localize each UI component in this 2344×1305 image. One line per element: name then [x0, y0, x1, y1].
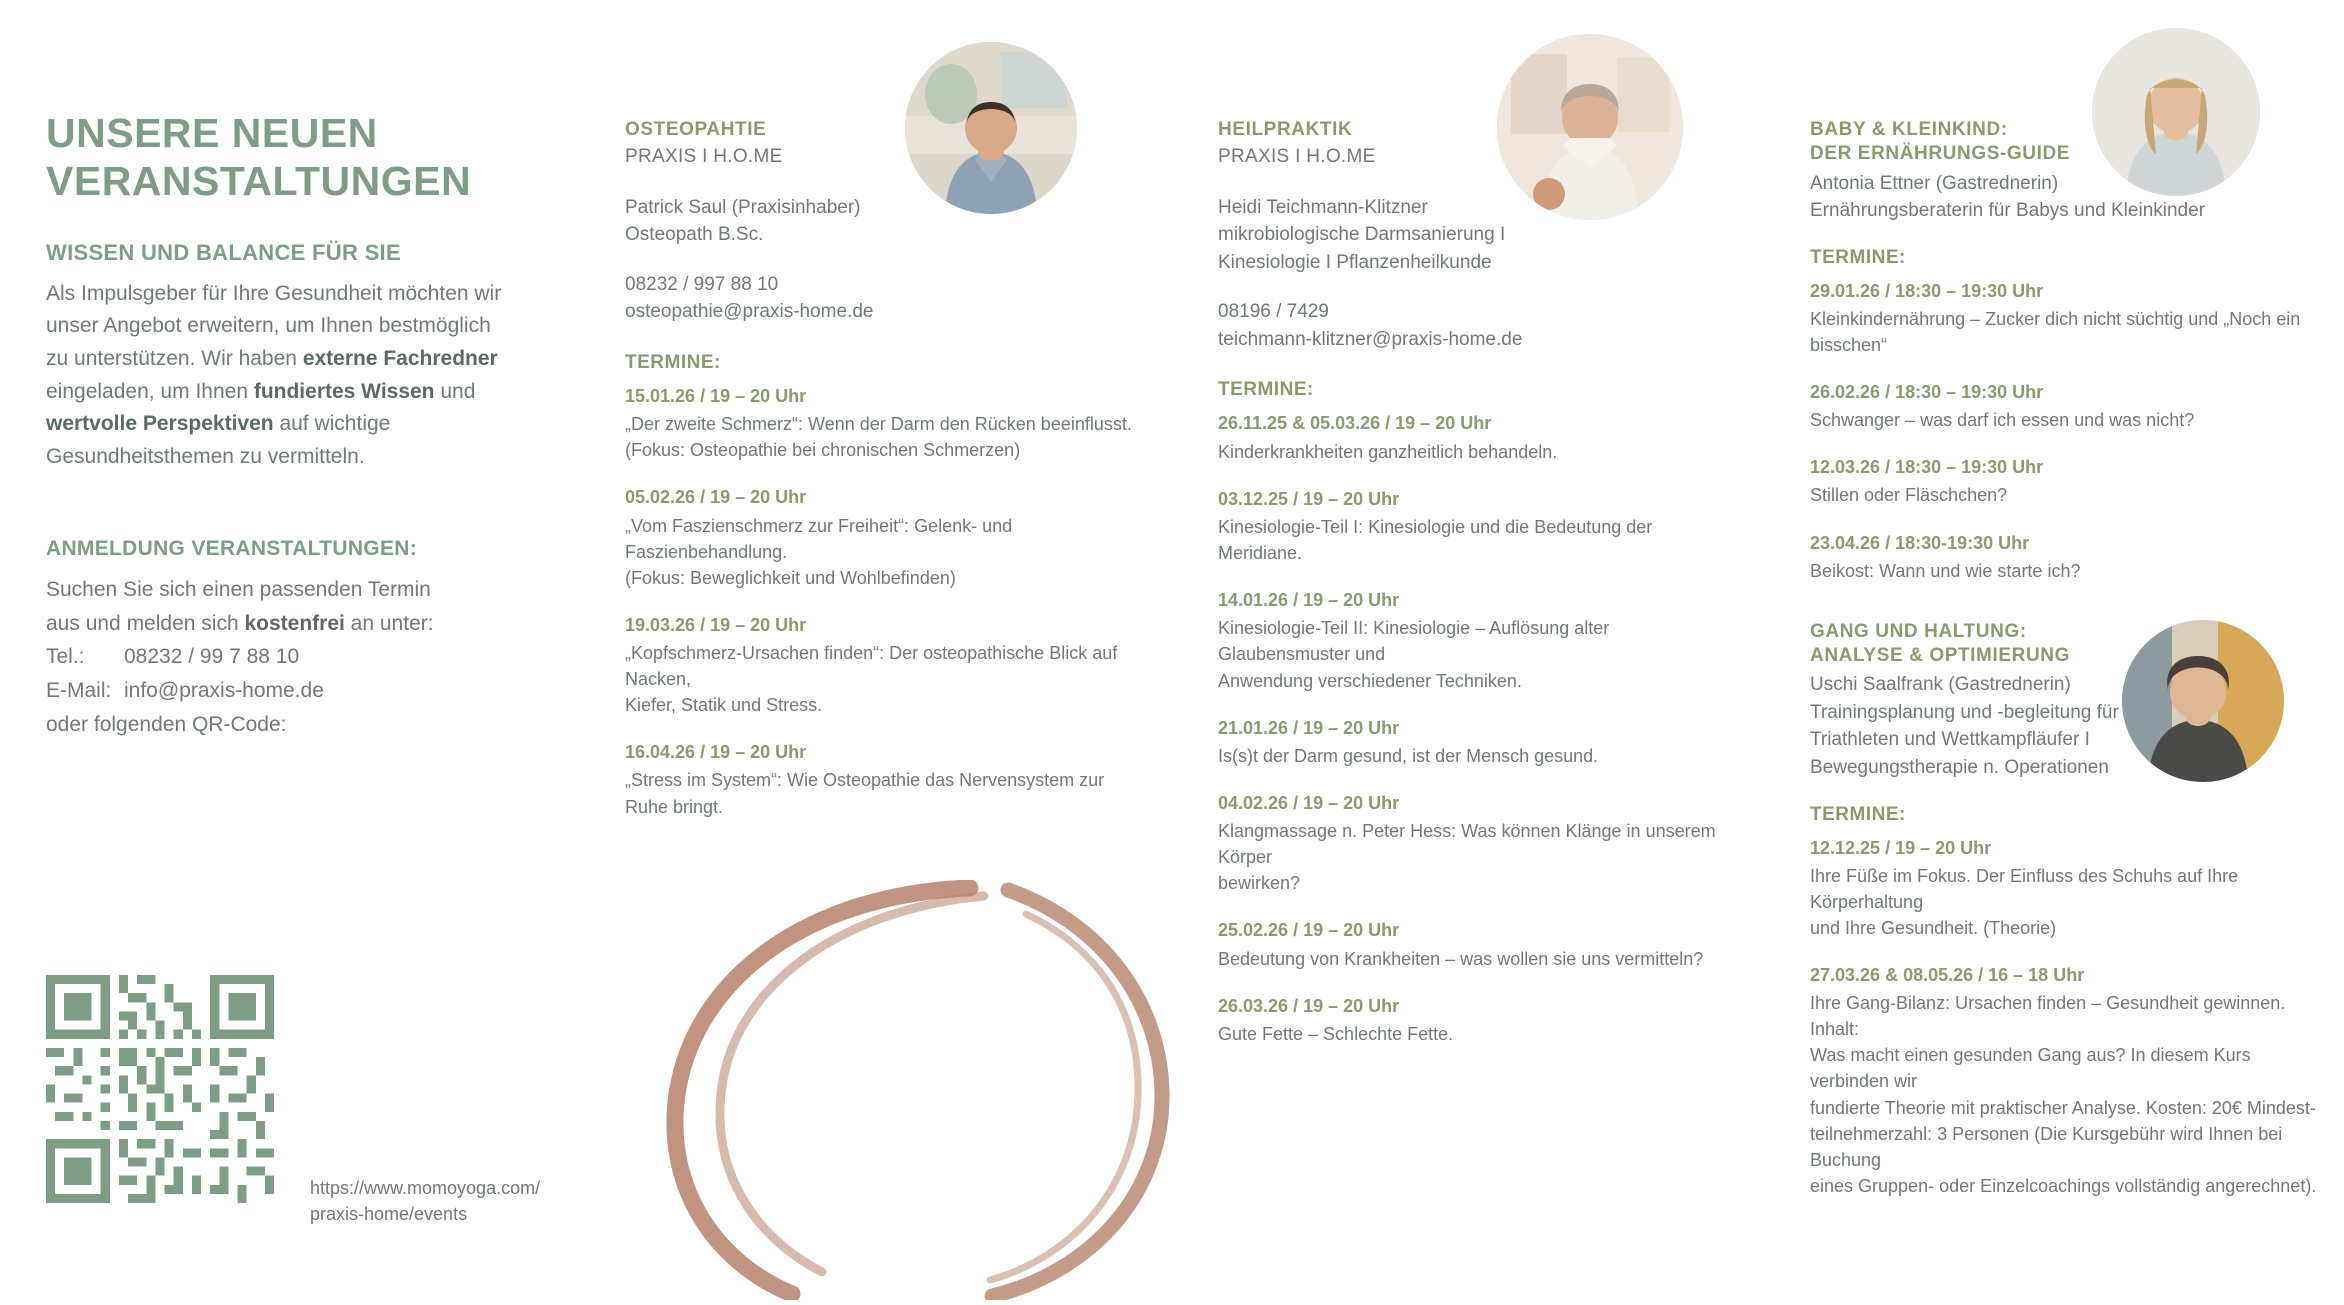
- contact-heilpraktik: 08196 / 7429 teichmann-klitzner@praxis-home.de: [1218, 301, 1523, 350]
- event-item: [625, 740, 1145, 819]
- email-row: [46, 674, 526, 708]
- intro-text-1: Als Impulsgeber für Ihre Gesundheit möchten wir unser Angebot erweitern, um Ihnen bestmöglich zu unterstützen. Wir haben: [46, 281, 502, 371]
- event-date: 26.03.26 / 19 – 20 Uhr: [1218, 995, 1400, 1016]
- qr-url-line-2: praxis-home/events: [310, 1204, 468, 1225]
- event-description: Is(s)t der Darm gesund, ist der Mensch gesund.: [1218, 745, 1599, 766]
- registration-title: ANMELDUNG VERANSTALTUNGEN:: [46, 537, 418, 561]
- category-title-gang-und-haltung: GANG UND HALTUNG: ANALYSE & OPTIMIERUNG: [1810, 620, 2070, 666]
- event-description: Stillen oder Fläschchen?: [1810, 485, 2008, 506]
- event-date: 05.02.26 / 19 – 20 Uhr: [625, 487, 807, 508]
- termine-label-gang-und-haltung: TERMINE:: [1810, 803, 1906, 825]
- email-label: E-Mail:: [46, 679, 112, 702]
- event-item: [1218, 791, 1738, 896]
- event-description: Beikost: Wann und wie starte ich?: [1810, 560, 2081, 581]
- subheading: WISSEN UND BALANCE FÜR SIE: [46, 239, 401, 265]
- registration-line-2: [46, 607, 526, 641]
- event-item: [625, 384, 1145, 463]
- event-date: 04.02.26 / 19 – 20 Uhr: [1218, 792, 1400, 813]
- qr-url-line-1: https://www.momoyoga.com/: [310, 1178, 541, 1198]
- termine-label-heilpraktik: TERMINE:: [1218, 379, 1314, 401]
- intro-text-4: auf wichtige Gesundheitsthemen zu vermitteln.: [46, 412, 391, 468]
- column-baby-kleinkind: [1810, 118, 2330, 1221]
- intro-bold-1: externe Fachredner: [302, 347, 498, 371]
- event-item: [1218, 716, 1738, 769]
- event-description: Kleinkindernährung – Zucker dich nicht süchtig und „Noch ein bisschen“: [1810, 308, 2301, 355]
- event-item: [1218, 588, 1738, 693]
- event-date: 26.11.25 & 05.03.26 / 19 – 20 Uhr: [1218, 413, 1492, 434]
- event-item: [1810, 836, 2330, 941]
- event-item: [625, 485, 1145, 590]
- event-description: Kinesiologie-Teil I: Kinesiologie und die Bedeutung der Meridiane.: [1218, 516, 1653, 564]
- page-title-line2: VERANSTALTUNGEN: [46, 157, 472, 204]
- category-title-osteopathie: OSTEOPAHTIE: [625, 119, 767, 140]
- qr-url-text: [310, 1175, 540, 1227]
- event-item: [1810, 455, 2330, 508]
- column-osteopathie: [625, 118, 1145, 842]
- category-title-baby-kleinkind: BABY & KLEINKIND: DER ERNÄHRUNGS-GUIDE: [1810, 119, 2071, 164]
- event-date: 29.01.26 / 18:30 – 19:30 Uhr: [1810, 280, 2044, 301]
- event-description: Kinesiologie-Teil II: Kinesiologie – Auflösung alter Glaubensmuster und Anwendung verschiedener Techniken.: [1218, 618, 1610, 691]
- qr-code[interactable]: [46, 975, 274, 1203]
- column-heilpraktik: [1218, 118, 1738, 1069]
- event-description: Kinderkrankheiten ganzheitlich behandeln.: [1218, 441, 1558, 462]
- registration-line-1: Suchen Sie sich einen passenden Termin: [46, 578, 431, 602]
- event-date: 19.03.26 / 19 – 20 Uhr: [625, 614, 807, 635]
- phone-row: [46, 640, 526, 674]
- page-title-line1: UNSERE NEUEN: [46, 110, 378, 156]
- termine-label-osteopathie: TERMINE:: [625, 351, 721, 373]
- phone-label: Tel.:: [46, 645, 85, 669]
- event-description: „Der zweite Schmerz“: Wenn der Darm den Rücken beeinflusst. (Fokus: Osteopathie bei chronischen Schmerzen): [625, 414, 1132, 461]
- page-title: [46, 110, 526, 206]
- event-date: 12.12.25 / 19 – 20 Uhr: [1810, 837, 1992, 858]
- qr-hint: oder folgenden QR-Code:: [46, 712, 287, 736]
- event-date: 21.01.26 / 19 – 20 Uhr: [1218, 717, 1400, 738]
- category-subtitle-osteopathie: PRAXIS I H.O.ME: [625, 145, 783, 167]
- category-subtitle-heilpraktik: PRAXIS I H.O.ME: [1218, 145, 1376, 167]
- intro-text-3: und: [434, 379, 476, 403]
- event-description: Schwanger – was darf ich essen und was nicht?: [1810, 410, 2195, 431]
- phone-value[interactable]: 08232 / 99 7 88 10: [124, 645, 300, 669]
- registration-line-2a: aus und melden sich: [46, 611, 245, 635]
- event-item: [1218, 487, 1738, 566]
- event-item: [1810, 531, 2330, 584]
- event-date: 27.03.26 & 08.05.26 / 16 – 18 Uhr: [1810, 964, 2085, 985]
- event-date: 12.03.26 / 18:30 – 19:30 Uhr: [1810, 457, 2044, 478]
- event-description: Klangmassage n. Peter Hess: Was können Klänge in unserem Körper bewirken?: [1218, 821, 1716, 894]
- event-description: Gute Fette – Schlechte Fette.: [1218, 1023, 1454, 1044]
- event-date: 16.04.26 / 19 – 20 Uhr: [625, 742, 807, 763]
- event-item: [1218, 918, 1738, 971]
- registration-line-2b: an unter:: [344, 611, 434, 635]
- person-baby-kleinkind: Antonia Ettner (Gastrednerin) Ernährungsberaterin für Babys und Kleinkinder: [1810, 172, 2206, 222]
- event-description: Ihre Füße im Fokus. Der Einfluss des Schuhs auf Ihre Körperhaltung und Ihre Gesundheit. (Theorie): [1810, 865, 2239, 938]
- email-value[interactable]: info@praxis-home.de: [124, 679, 324, 702]
- event-item: [1810, 380, 2330, 433]
- person-gang-und-haltung: Uschi Saalfrank (Gastrednerin) Trainingsplanung und -begleitung für Triathleten und Wettkampfläufer I Bewegungstherapie n. Operationen: [1810, 674, 2119, 778]
- event-description: Bedeutung von Krankheiten – was wollen sie uns vermitteln?: [1218, 948, 1704, 969]
- event-item: [1218, 411, 1738, 464]
- termine-label-baby-kleinkind: TERMINE:: [1810, 246, 1906, 268]
- event-description: „Stress im System“: Wie Osteopathie das Nervensystem zur Ruhe bringt.: [625, 770, 1105, 817]
- event-date: 03.12.25 / 19 – 20 Uhr: [1218, 488, 1400, 509]
- registration-body: [46, 573, 526, 741]
- event-item: [1810, 279, 2330, 358]
- event-item: [1218, 994, 1738, 1047]
- person-osteopathie: Patrick Saul (Praxisinhaber) Osteopath B.Sc.: [625, 196, 861, 246]
- event-item: [625, 613, 1145, 718]
- section-gang-und-haltung: [1810, 620, 2330, 1199]
- intro-bold-3: wertvolle Perspektiven: [46, 412, 274, 436]
- registration-free-bold: kostenfrei: [244, 611, 345, 635]
- event-date: 25.02.26 / 19 – 20 Uhr: [1218, 920, 1400, 941]
- event-date: 14.01.26 / 19 – 20 Uhr: [1218, 590, 1400, 611]
- category-title-heilpraktik: HEILPRAKTIK: [1218, 119, 1353, 140]
- event-date: 15.01.26 / 19 – 20 Uhr: [625, 385, 807, 406]
- event-date: 23.04.26 / 18:30-19:30 Uhr: [1810, 532, 2030, 553]
- intro-paragraph: [46, 278, 516, 473]
- event-date: 26.02.26 / 18:30 – 19:30 Uhr: [1810, 381, 2044, 402]
- event-item: [1810, 963, 2330, 1199]
- brush-ring-decoration: [640, 880, 1200, 1300]
- person-heilpraktik: Heidi Teichmann-Klitzner mikrobiologische Darmsanierung I Kinesiologie I Pflanzenheilkunde: [1218, 196, 1506, 273]
- event-description: „Vom Faszienschmerz zur Freiheit“: Gelenk- und Faszienbehandlung. (Fokus: Beweglichkeit und Wohlbefinden): [625, 515, 1013, 588]
- intro-bold-2: fundiertes Wissen: [253, 379, 435, 403]
- intro-text-2: eingeladen, um Ihnen: [46, 379, 254, 403]
- contact-osteopathie: 08232 / 997 88 10 osteopathie@praxis-home.de: [625, 273, 874, 323]
- left-column: [46, 110, 526, 741]
- event-description: „Kopfschmerz-Ursachen finden“: Der osteopathische Blick auf Nacken, Kiefer, Statik und Stress.: [625, 642, 1118, 716]
- event-description: Ihre Gang-Bilanz: Ursachen finden – Gesundheit gewinnen. Inhalt: Was macht einen gesunden Gang aus? In diesem Kurs verbinden wir fundierte Theorie mit praktischer Analyse. Kosten: 20€ Mindest- teilnehmerzahl: 3 Personen (Die Kursgebühr wird Ihnen bei Buchung eines Gruppen- oder Einzelcoachings vollständig angerechnet).: [1810, 993, 2317, 1196]
